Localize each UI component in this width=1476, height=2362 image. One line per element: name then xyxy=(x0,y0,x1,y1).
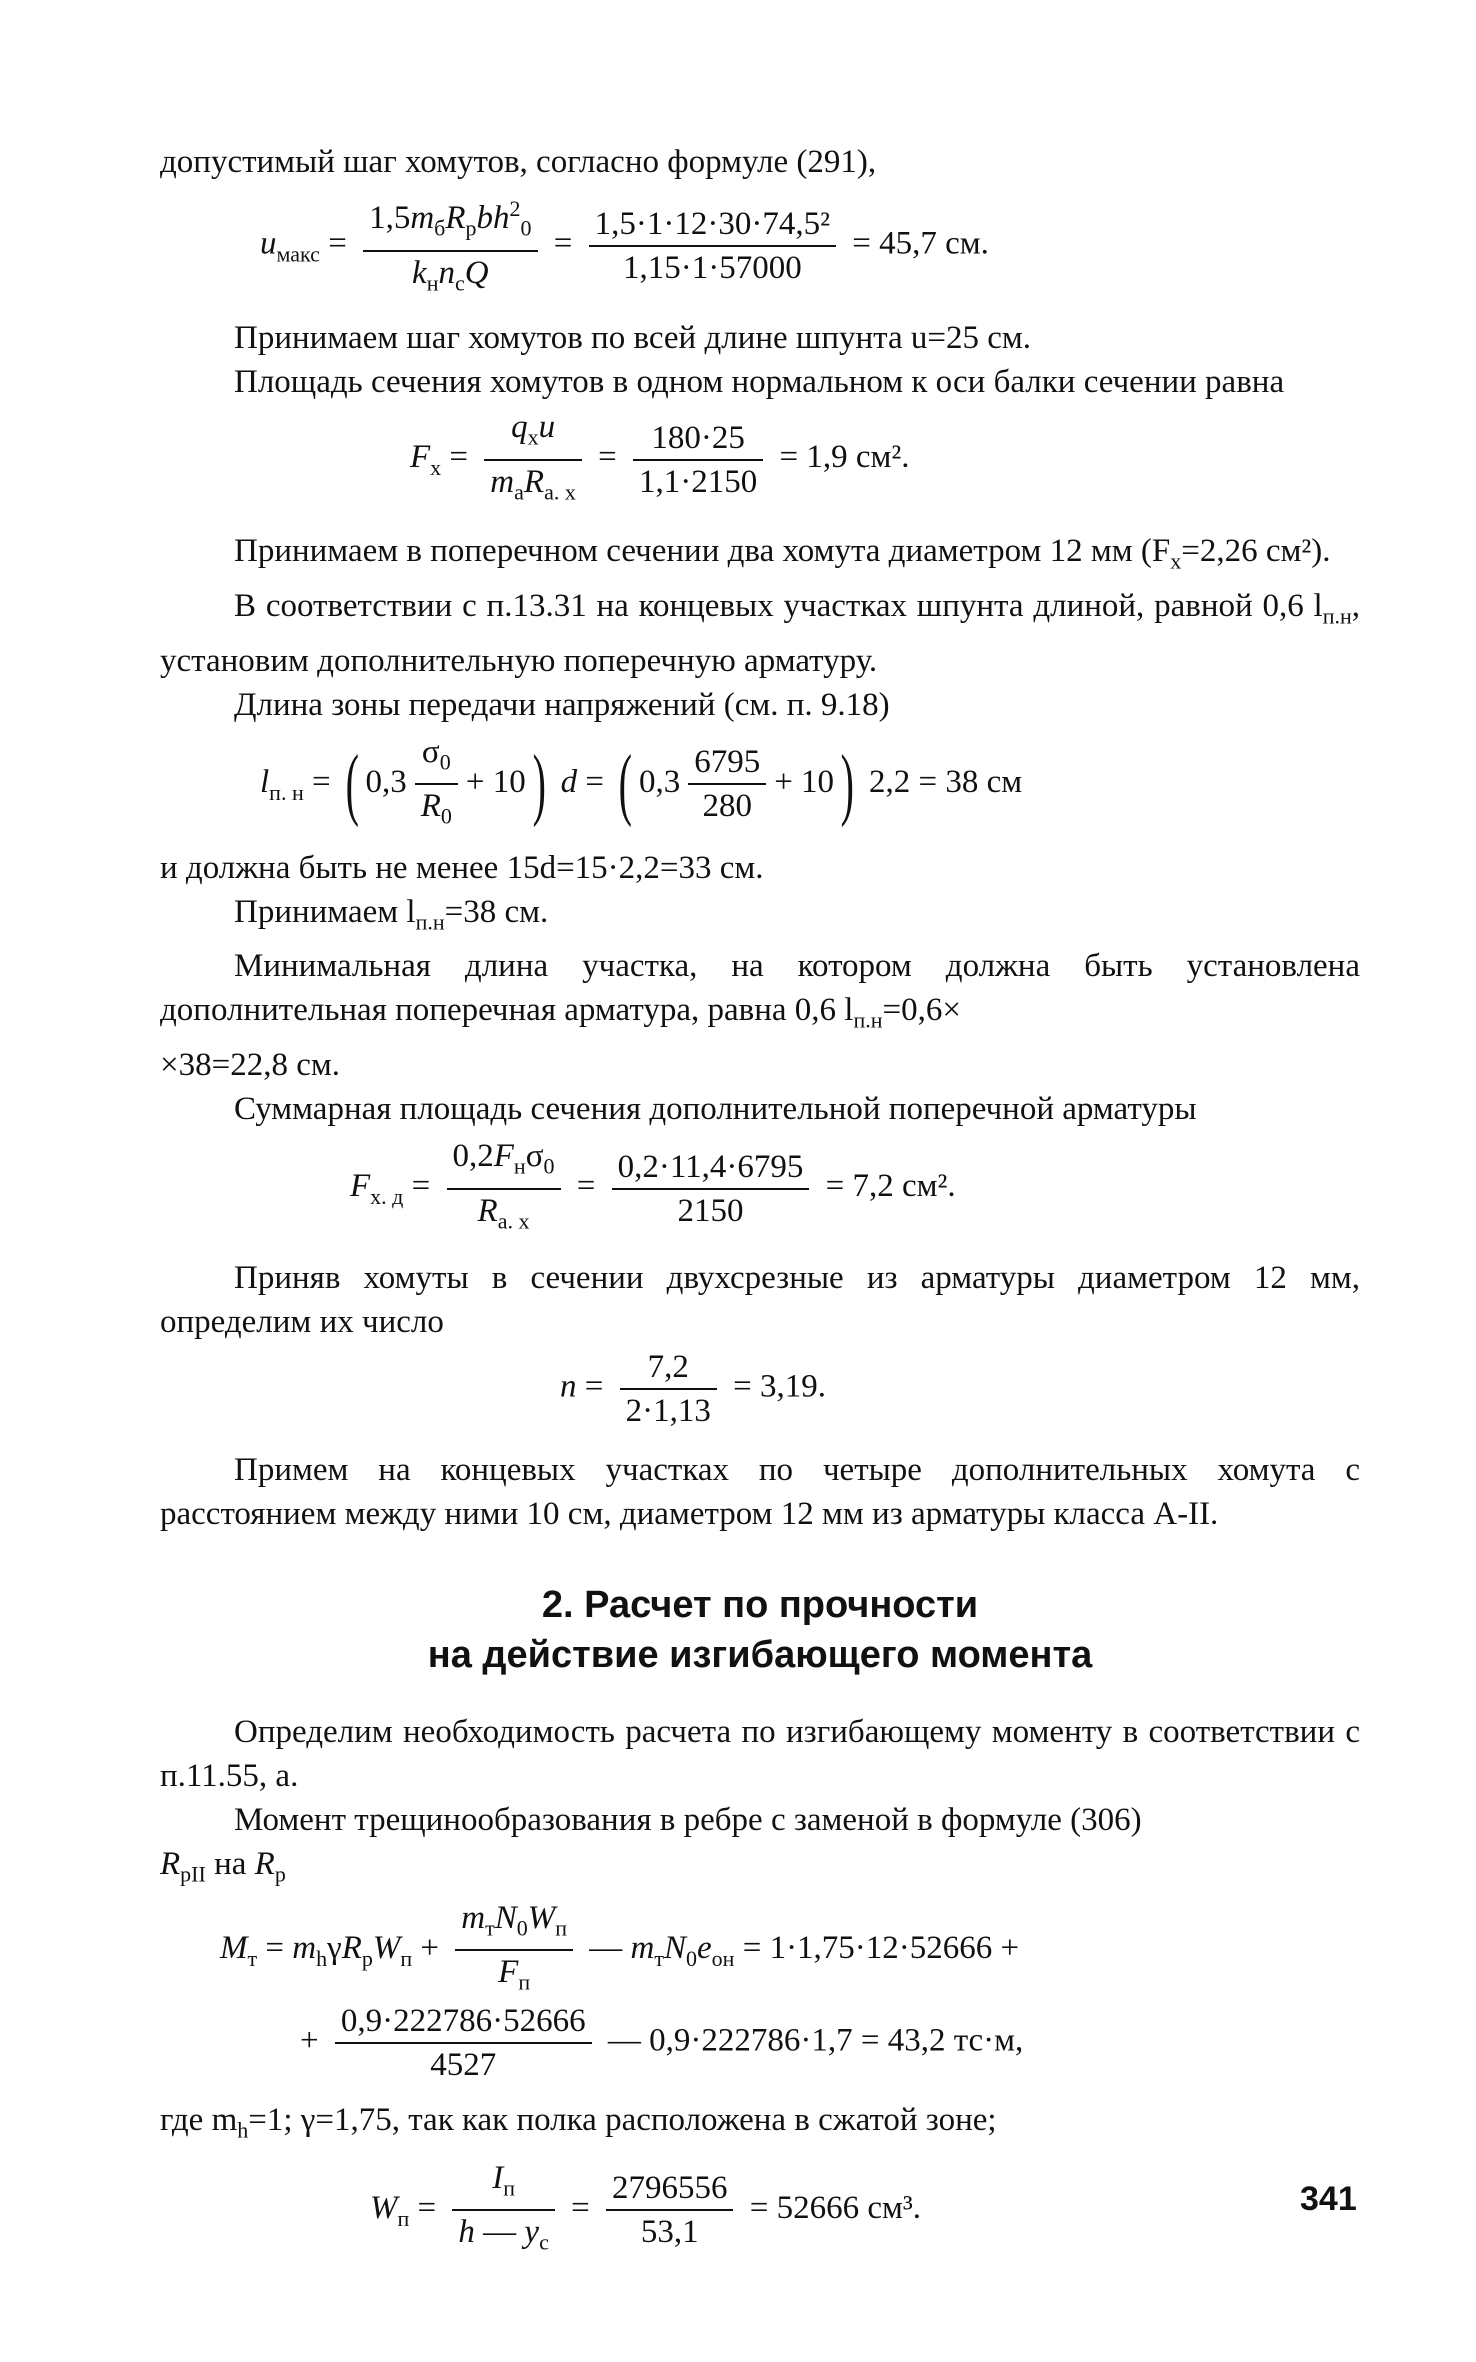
paragraph: Принимаем в поперечном сечении два хомута диаметром 12 мм ($F_x=2,26$ см²). xyxy=(234,533,1331,574)
page-body xyxy=(160,140,1360,2262)
paragraph: где $m_h=1$; γ=1,75, так как полка расположена в сжатой зоне; xyxy=(160,2101,997,2143)
paragraph: Определим необходимость расчета по изгибающему моменту в соответствии с п.11.55, а. xyxy=(160,1714,1360,1795)
formula-mt: $M_т = m_h\gamma R_рW_п$ + $\frac{m_тN_0W_п}{F_п}$ — $m_тN_0e_{он} = 1\cdot 1,75\cdot 12\cdot 52666$ + xyxy=(220,1899,1020,1995)
fraction-denominator: 1,15·1·57000 xyxy=(622,250,802,287)
fraction-numerator: 1,5·1·12·30·74,5² xyxy=(589,205,836,247)
paragraph: Принимаем шаг хомутов по всей длине шпунта u=25 см. xyxy=(234,320,1032,357)
formula-mt-cont: + $\frac{0,9\cdot 222786\cdot 52666}{4527}$ — 0,9·222786·1,7 = 43,2 тс·м, xyxy=(300,2002,1024,2083)
paragraph: Площадь сечения хомутов в одном нормальном к оси балки сечении равна xyxy=(234,364,1285,401)
paragraph: Примем на концевых участках по четыре дополнительных хомута с расстоянием между ними 10 см, диаметром 12 мм из арматуры класса А-II. xyxy=(160,1452,1360,1533)
fraction-numerator: 2796556 xyxy=(606,2169,734,2211)
formula-fx: $F_x$ = $\frac{q_xu}{m_aR_{a. x}}$ = $\frac{180\cdot 25}{1,1\cdot 2150}$ = 1,9 см². xyxy=(410,409,910,505)
formula-result: = 7,2 см². xyxy=(825,1168,956,1205)
formula-result: = 3,19. xyxy=(733,1368,826,1405)
formula-fxd: $F_{x. д}$ = $\frac{0,2F_н\sigma_0}{R_{a. x}}$ = $\frac{0,2\cdot 11,4\cdot 6795}{2150}$ = 7,2 см². xyxy=(350,1137,956,1234)
paragraph: Момент трещинообразования в ребре с заменой в формуле (306) $R_{pII}$ на $R_р$ xyxy=(160,1802,1142,1887)
formula-l-pn: $l_{п. н}$ = ( 0,3 $\frac{\sigma_0}{R_0}$ + 10) d = ( 0,3 $\frac{6795}{280}$ + 10) 2,2 = 38 см xyxy=(260,733,1023,829)
section-heading: 2. Расчет по прочности на действие изгибающего момента xyxy=(427,1584,1093,1677)
formula-wp: $W_п$ = $\frac{I_п}{h — y_c}$ = $\frac{2796556}{53,1}$ = 52666 см³. xyxy=(370,2159,921,2255)
formula-result: = 45,7 см. xyxy=(852,225,989,262)
paragraph: В соответствии с п.13.31 на концевых участках шпунта длиной, равной 0,6 $l_{п.н}$, установим дополнительную поперечную арматуру. xyxy=(160,587,1360,679)
fraction-denominator: 1,1·2150 xyxy=(638,463,758,500)
formula-result: = 1,9 см². xyxy=(779,439,910,476)
formula-result: — 0,9·222786·1,7 = 43,2 тс·м, xyxy=(607,2022,1024,2059)
fraction-numerator: 180·25 xyxy=(633,419,763,461)
fraction-numerator: 0,2·11,4·6795 xyxy=(612,1148,810,1190)
paragraph: Суммарная площадь сечения дополнительной поперечной арматуры xyxy=(234,1090,1197,1127)
paragraph: Длина зоны передачи напряжений (см. п. 9.18) xyxy=(234,686,890,723)
paragraph: Принимаем $l_{п.н}=38$ см. xyxy=(234,893,549,935)
formula-n: n = $\frac{7,2}{2\cdot 1,13}$ = 3,19. xyxy=(560,1349,826,1430)
page-number: 341 xyxy=(1300,2180,1357,2218)
paragraph: Минимальная длина участка, на котором должна быть установлена дополнительная поперечная арматура, равна 0,6 $l_{п.н}=0,6\times$ ×38=22,8 см. xyxy=(160,948,1360,1083)
formula-result: = 52666 см³. xyxy=(749,2189,921,2226)
fraction-denominator: 2150 xyxy=(677,1192,744,1229)
fraction-denominator: 53,1 xyxy=(640,2214,699,2251)
formula-u-max: $u_{макс}$ = $\frac{1,5m_бR_рbh^2_0}{k_нn_сQ}$ = $\frac{\text{1,5·1·12·30·74,5²}}{1,15\cdot 1\cdot 57000}$ = 45,7 см. xyxy=(260,190,1360,302)
paragraph: и должна быть не менее 15d=15·2,2=33 см. xyxy=(160,849,764,886)
paragraph: Приняв хомуты в сечении двухсрезные из арматуры диаметром 12 мм, определим их число xyxy=(160,1260,1360,1341)
formula-result: 2,2 = 38 см xyxy=(868,763,1023,800)
paragraph: допустимый шаг хомутов, согласно формуле (291), xyxy=(160,144,877,180)
